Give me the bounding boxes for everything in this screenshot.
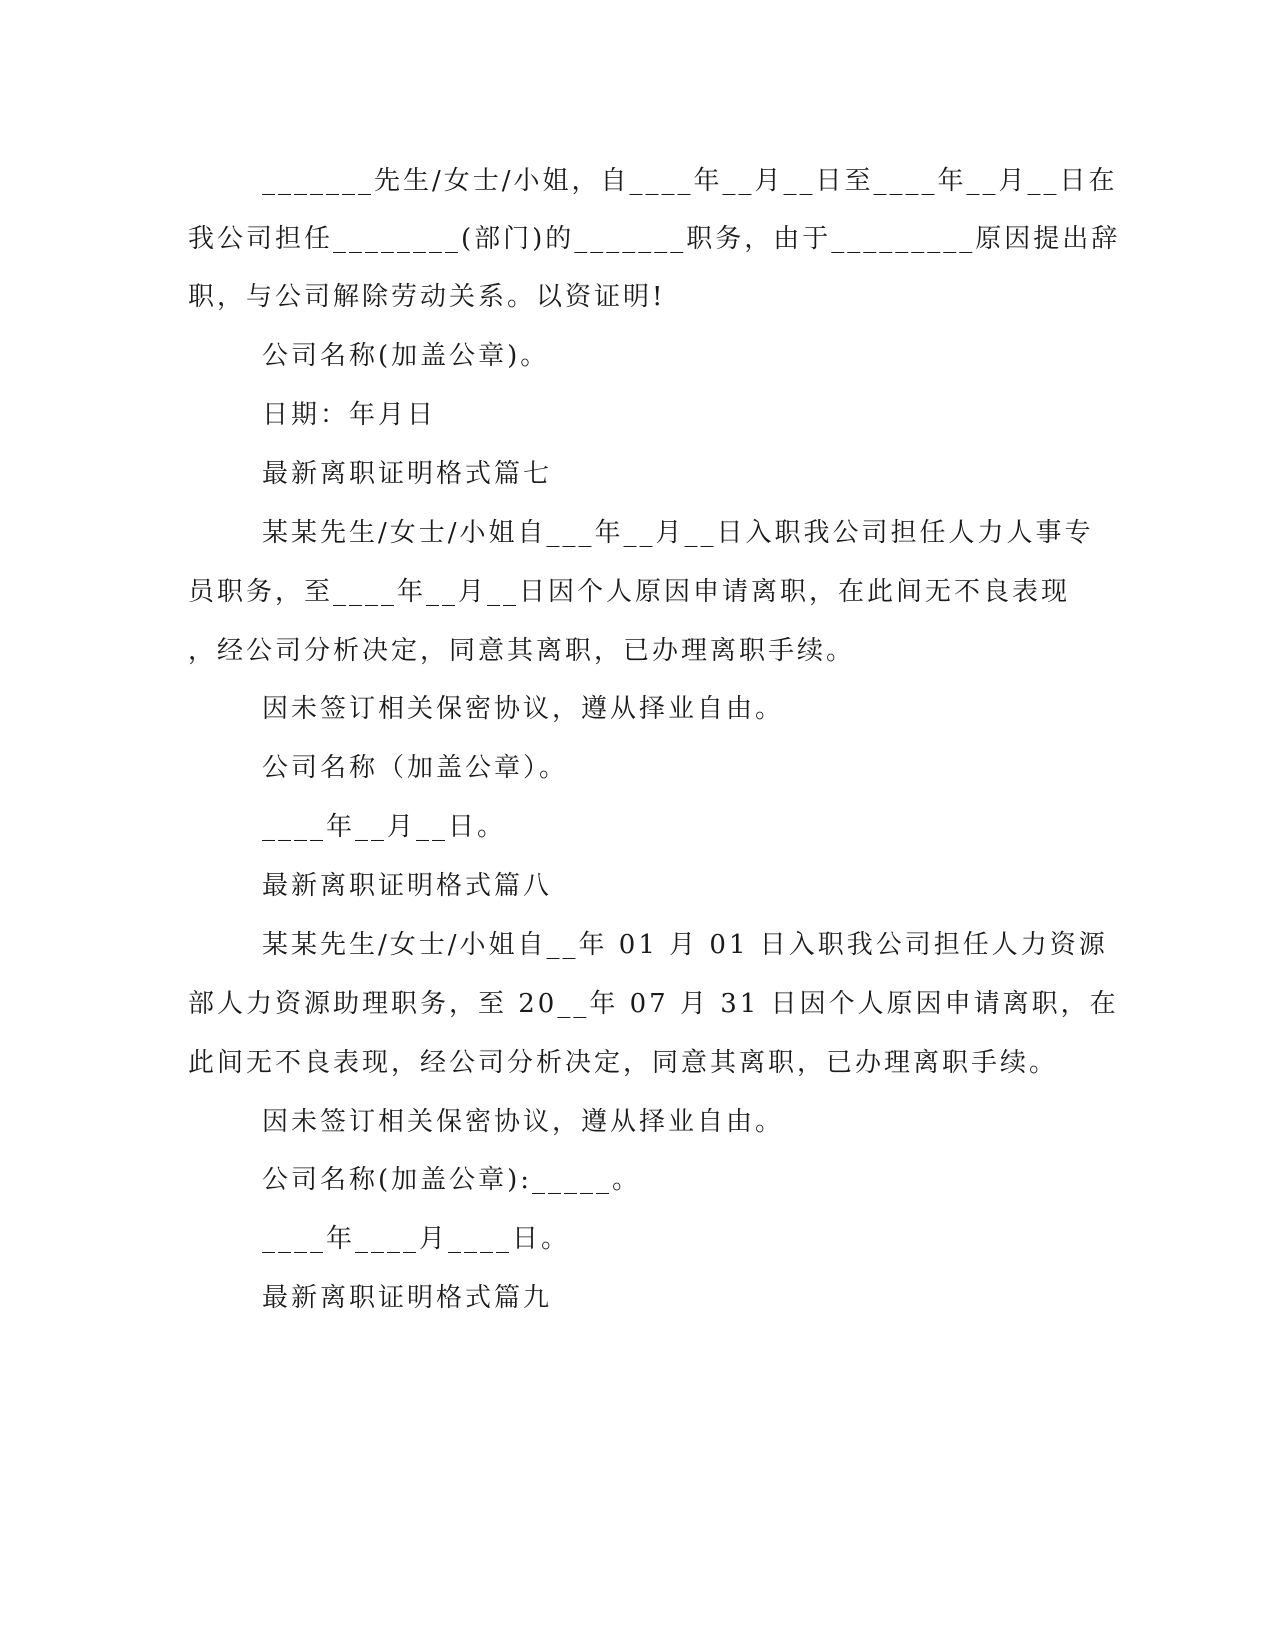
paragraph-line: ，经公司分析决定，同意其离职，已办理离职手续。: [188, 636, 856, 666]
date-line: ____年__月__日。: [262, 812, 507, 842]
paragraph-line: 因未签订相关保密协议，遵从择业自由。: [262, 694, 785, 724]
company-signature-line: 公司名称（加盖公章）。: [262, 753, 569, 783]
paragraph-line: 职，与公司解除劳动关系。以资证明!: [188, 282, 666, 312]
date-line: ____年____月____日。: [262, 1224, 571, 1254]
paragraph-line: 部人力资源助理职务，至 20__年 07 月 31 日因个人原因申请离职，在: [188, 989, 1119, 1019]
company-signature-line: 公司名称(加盖公章):_____。: [262, 1165, 642, 1195]
paragraph-line: _______先生/女士/小姐，自____年__月__日至____年__月__日在: [262, 166, 1118, 196]
paragraph-line: 因未签订相关保密协议，遵从择业自由。: [262, 1107, 785, 1137]
paragraph-line: 我公司担任________(部门)的_______职务，由于_________原因提出辞: [188, 224, 1121, 254]
paragraph-line: 某某先生/女士/小姐自__年 01 月 01 日入职我公司担任人力资源: [262, 930, 1108, 960]
section-heading: 最新离职证明格式篇八: [262, 871, 553, 901]
date-line: 日期：年月日: [262, 400, 437, 430]
section-heading: 最新离职证明格式篇七: [262, 459, 553, 489]
paragraph-line: 员职务，至____年__月__日因个人原因申请离职，在此间无不良表现: [188, 577, 1071, 607]
paragraph-line: 此间无不良表现，经公司分析决定，同意其离职，已办理离职手续。: [188, 1048, 1059, 1078]
paragraph-line: 某某先生/女士/小姐自___年__月__日入职我公司担任人力人事专: [262, 518, 1094, 548]
section-heading: 最新离职证明格式篇九: [262, 1283, 553, 1313]
company-signature-line: 公司名称(加盖公章)。: [262, 341, 550, 371]
